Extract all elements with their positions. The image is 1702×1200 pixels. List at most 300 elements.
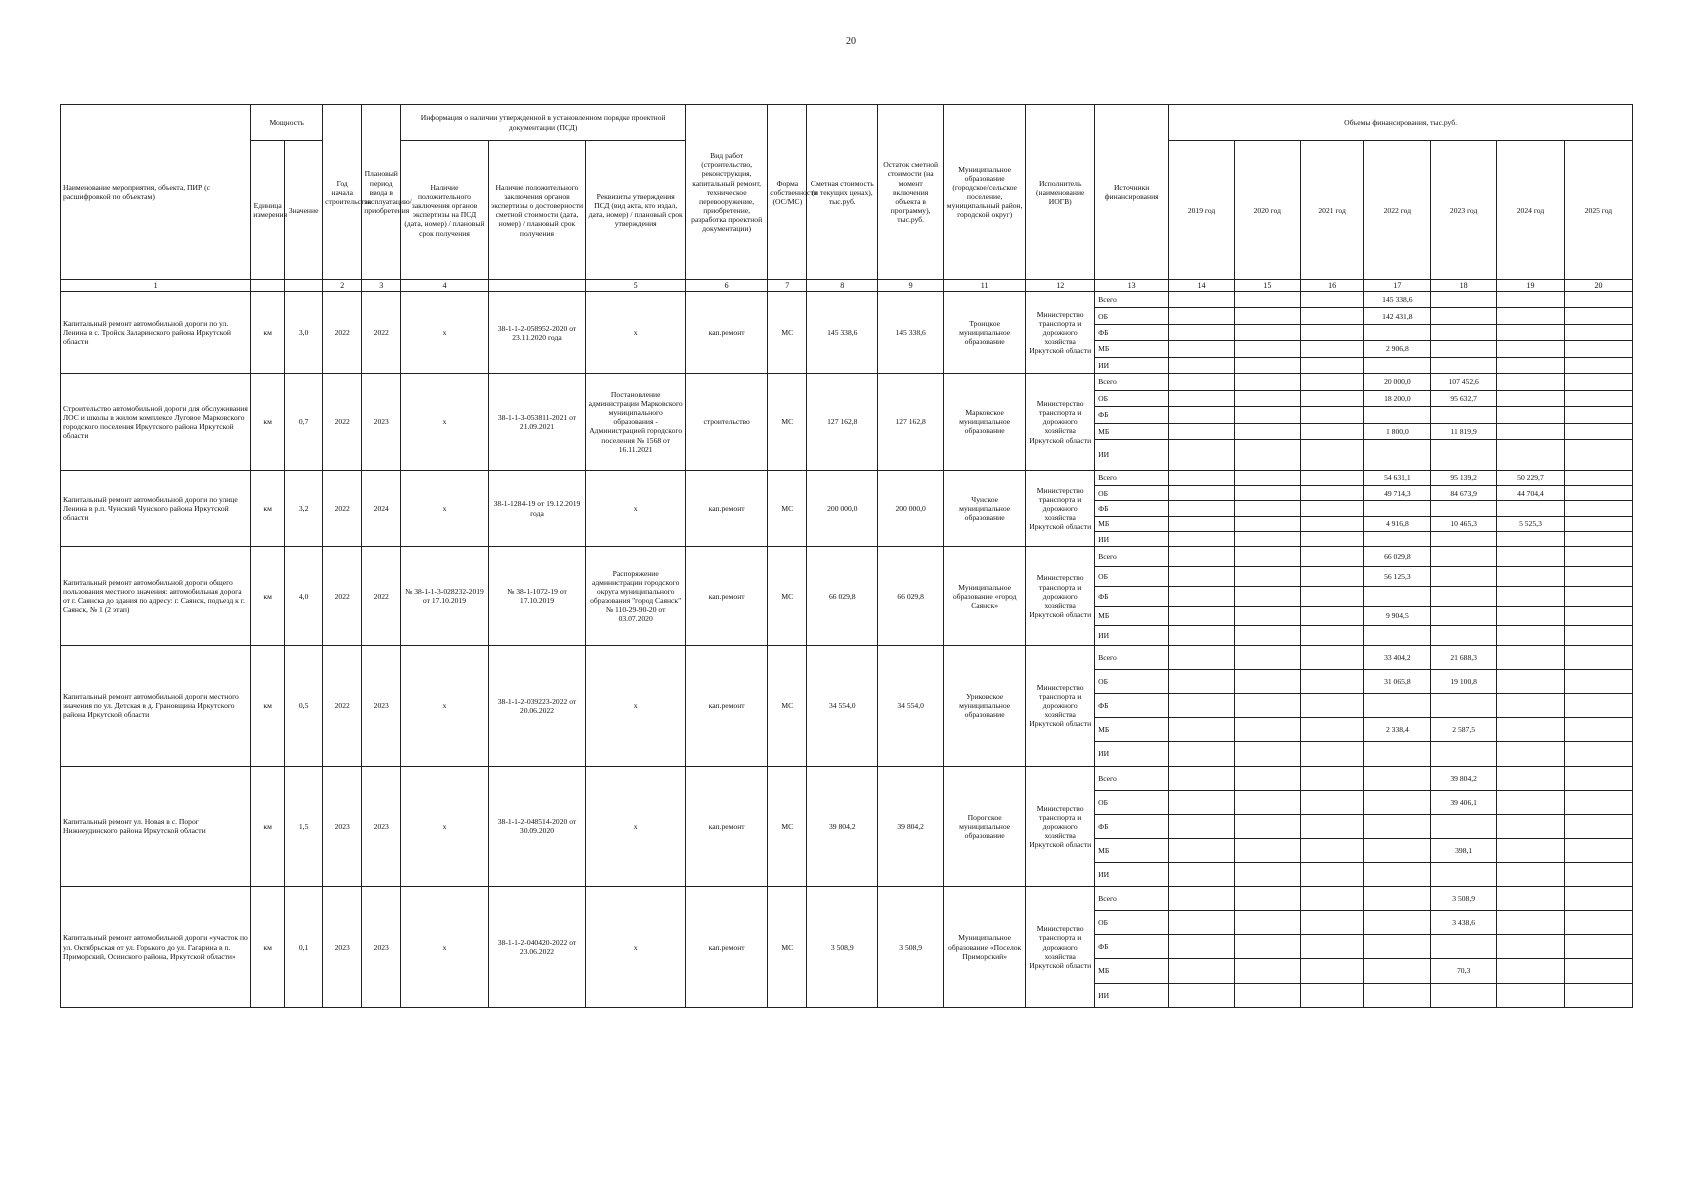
project-executor: Министерство транспорта и дорожного хозяйства Иркутской области	[1026, 887, 1095, 1008]
column-number	[251, 280, 285, 292]
funding-value	[1234, 516, 1300, 531]
funding-value	[1169, 439, 1235, 470]
funding-value	[1497, 694, 1565, 718]
funding-value: 2 587,5	[1431, 718, 1497, 742]
funding-value	[1169, 516, 1235, 531]
funding-value	[1234, 390, 1300, 406]
funding-value	[1234, 292, 1300, 308]
funding-value	[1300, 790, 1364, 814]
source-label: ОБ	[1095, 670, 1169, 694]
funding-value: 95 632,7	[1431, 390, 1497, 406]
funding-value	[1234, 439, 1300, 470]
source-label: ОБ	[1095, 790, 1169, 814]
project-name: Капитальный ремонт автомобильной дороги по улице Ленина в р.п. Чунский Чунского района Иркутской области	[61, 470, 251, 547]
funding-value	[1564, 935, 1632, 959]
funding-value	[1564, 532, 1632, 547]
funding-value	[1431, 308, 1497, 324]
column-number: 15	[1234, 280, 1300, 292]
funding-value	[1300, 374, 1364, 390]
funding-value	[1169, 532, 1235, 547]
funding-value	[1234, 357, 1300, 373]
project-cost-expertise: 38-1-1-2-048514-2020 от 30.09.2020	[488, 766, 586, 887]
funding-value: 66 029,8	[1364, 547, 1431, 567]
project-approval: х	[586, 887, 686, 1008]
funding-value	[1364, 838, 1431, 862]
funding-value	[1234, 606, 1300, 626]
project-municipality: Чунское муниципальное образование	[944, 470, 1026, 547]
header-year: 2023 год	[1431, 141, 1497, 280]
funding-value	[1234, 838, 1300, 862]
funding-value	[1300, 532, 1364, 547]
funding-value	[1300, 838, 1364, 862]
funding-value	[1364, 532, 1431, 547]
funding-value	[1169, 718, 1235, 742]
funding-value	[1564, 790, 1632, 814]
funding-value: 107 452,6	[1431, 374, 1497, 390]
funding-value	[1364, 863, 1431, 887]
funding-value	[1234, 324, 1300, 340]
funding-value: 3 508,9	[1431, 887, 1497, 911]
project-work-type: кап.ремонт	[686, 766, 768, 887]
table-row	[61, 887, 1633, 911]
funding-value	[1364, 887, 1431, 911]
project-start-year: 2022	[323, 470, 362, 547]
funding-value: 5 525,3	[1497, 516, 1565, 531]
funding-value	[1431, 501, 1497, 516]
funding-value	[1564, 694, 1632, 718]
project-ownership: МС	[768, 766, 807, 887]
column-number: 6	[686, 280, 768, 292]
project-ownership: МС	[768, 547, 807, 646]
header-year: 2025 год	[1564, 141, 1632, 280]
table-row	[61, 766, 1633, 790]
funding-value	[1431, 694, 1497, 718]
source-label: ИИ	[1095, 863, 1169, 887]
table-row	[61, 374, 1633, 390]
column-number: 3	[362, 280, 401, 292]
funding-value: 19 100,8	[1431, 670, 1497, 694]
funding-value	[1564, 814, 1632, 838]
project-expertise: х	[401, 292, 488, 374]
funding-value: 39 406,1	[1431, 790, 1497, 814]
funding-value	[1169, 887, 1235, 911]
header-unit: Единица измерения	[251, 141, 285, 280]
funding-value	[1497, 935, 1565, 959]
header-estimated-cost: Сметная стоимость (в текущих ценах), тыс.руб.	[807, 105, 878, 280]
funding-value	[1300, 911, 1364, 935]
source-label: ФБ	[1095, 814, 1169, 838]
header-ownership: Форма собственности (ОС/МС)	[768, 105, 807, 280]
project-municipality: Муниципальное образование «город Саянск»	[944, 547, 1026, 646]
funding-value	[1234, 694, 1300, 718]
funding-value	[1564, 670, 1632, 694]
funding-value	[1364, 407, 1431, 423]
funding-value	[1169, 586, 1235, 606]
funding-value	[1497, 766, 1565, 790]
project-approval: Распоряжение администрации городского округа муниципального образования "город Саянск" № 110-29-90-20 от 03.07.2020	[586, 547, 686, 646]
funding-value	[1364, 586, 1431, 606]
project-cost-expertise: № 38-1-1072-19 от 17.10.2019	[488, 547, 586, 646]
funding-value: 398,1	[1431, 838, 1497, 862]
funding-value: 49 714,3	[1364, 485, 1431, 500]
header-plan-period: Плановый период ввода в эксплуатацию/приобретения	[362, 105, 401, 280]
project-name: Капитальный ремонт автомобильной дороги «участок по ул. Октябрьская от ул. Горького до ул. Гагарина в п. Приморский, Осинского района, Иркутской области»	[61, 887, 251, 1008]
source-label: Всего	[1095, 547, 1169, 567]
funding-value	[1169, 390, 1235, 406]
project-cost-expertise: 38-1-1284-19 от 19.12.2019 года	[488, 470, 586, 547]
funding-value	[1497, 887, 1565, 911]
funding-value	[1564, 586, 1632, 606]
funding-value	[1169, 485, 1235, 500]
header-year: 2019 год	[1169, 141, 1235, 280]
funding-value	[1497, 547, 1565, 567]
funding-value	[1564, 374, 1632, 390]
funding-value	[1564, 838, 1632, 862]
header-value: Значение	[285, 141, 323, 280]
funding-value	[1564, 863, 1632, 887]
project-remaining-cost: 39 804,2	[878, 766, 944, 887]
funding-value	[1300, 983, 1364, 1007]
source-label: ФБ	[1095, 935, 1169, 959]
project-unit: км	[251, 470, 285, 547]
project-start-year: 2022	[323, 374, 362, 470]
column-number: 4	[401, 280, 488, 292]
source-label: ФБ	[1095, 586, 1169, 606]
source-label: ИИ	[1095, 983, 1169, 1007]
project-end-year: 2023	[362, 646, 401, 767]
funding-value	[1431, 983, 1497, 1007]
source-label: ФБ	[1095, 694, 1169, 718]
funding-value: 2 338,4	[1364, 718, 1431, 742]
funding-value	[1169, 341, 1235, 357]
funding-value	[1234, 718, 1300, 742]
funding-value	[1564, 887, 1632, 911]
funding-value	[1300, 935, 1364, 959]
funding-value	[1300, 694, 1364, 718]
project-expertise: х	[401, 766, 488, 887]
funding-value	[1234, 470, 1300, 485]
project-executor: Министерство транспорта и дорожного хозяйства Иркутской области	[1026, 547, 1095, 646]
project-approval: х	[586, 766, 686, 887]
funding-value	[1300, 646, 1364, 670]
funding-value	[1234, 959, 1300, 983]
funding-value	[1300, 292, 1364, 308]
header-psd-cost: Наличие положительного заключения органов экспертизы о достоверности сметной стоимости (дата, номер) / плановый срок получения	[488, 141, 586, 280]
source-label: ИИ	[1095, 439, 1169, 470]
project-estimated-cost: 34 554,0	[807, 646, 878, 767]
funding-value	[1169, 646, 1235, 670]
column-number	[488, 280, 586, 292]
funding-value	[1234, 586, 1300, 606]
header-remaining-cost: Остаток сметной стоимости (на момент включения объекта в программу), тыс.руб.	[878, 105, 944, 280]
column-number: 14	[1169, 280, 1235, 292]
project-estimated-cost: 127 162,8	[807, 374, 878, 470]
funding-value	[1364, 324, 1431, 340]
funding-value	[1497, 586, 1565, 606]
project-name: Капитальный ремонт ул. Новая в с. Порог Нижнеудинского района Иркутской области	[61, 766, 251, 887]
funding-value	[1497, 308, 1565, 324]
column-number: 2	[323, 280, 362, 292]
project-ownership: МС	[768, 374, 807, 470]
funding-value	[1564, 407, 1632, 423]
project-value: 0,1	[285, 887, 323, 1008]
project-expertise: х	[401, 646, 488, 767]
table-row	[61, 547, 1633, 567]
column-number: 13	[1095, 280, 1169, 292]
project-executor: Министерство транспорта и дорожного хозяйства Иркутской области	[1026, 292, 1095, 374]
funding-value	[1431, 626, 1497, 646]
funding-value	[1234, 646, 1300, 670]
funding-value: 11 819,9	[1431, 423, 1497, 439]
funding-value	[1497, 532, 1565, 547]
funding-value	[1497, 911, 1565, 935]
funding-value	[1564, 718, 1632, 742]
column-number: 12	[1026, 280, 1095, 292]
funding-value	[1564, 911, 1632, 935]
funding-value	[1300, 516, 1364, 531]
project-work-type: строительство	[686, 374, 768, 470]
funding-value	[1169, 911, 1235, 935]
funding-value: 20 000,0	[1364, 374, 1431, 390]
project-unit: км	[251, 292, 285, 374]
funding-value: 142 431,8	[1364, 308, 1431, 324]
column-number: 19	[1497, 280, 1565, 292]
funding-value	[1300, 357, 1364, 373]
project-name: Капитальный ремонт автомобильной дороги по ул. Ленина в с. Тройск Заларинского района Иркутской области	[61, 292, 251, 374]
funding-value: 10 465,3	[1431, 516, 1497, 531]
funding-value	[1300, 407, 1364, 423]
header-municipality: Муниципальное образование (городское/сельское поселение, муниципальный район, городской округ)	[944, 105, 1026, 280]
funding-value: 84 673,9	[1431, 485, 1497, 500]
funding-value	[1234, 814, 1300, 838]
funding-value: 9 904,5	[1364, 606, 1431, 626]
funding-value: 33 404,2	[1364, 646, 1431, 670]
column-number: 17	[1364, 280, 1431, 292]
funding-value	[1364, 357, 1431, 373]
funding-value	[1300, 718, 1364, 742]
project-start-year: 2023	[323, 887, 362, 1008]
funding-value	[1497, 374, 1565, 390]
source-label: ИИ	[1095, 626, 1169, 646]
funding-value	[1300, 324, 1364, 340]
funding-value	[1564, 423, 1632, 439]
funding-value	[1564, 959, 1632, 983]
project-unit: км	[251, 766, 285, 887]
project-estimated-cost: 145 338,6	[807, 292, 878, 374]
project-approval: х	[586, 470, 686, 547]
funding-value	[1497, 292, 1565, 308]
funding-value: 2 906,8	[1364, 341, 1431, 357]
project-cost-expertise: 38-1-1-2-039223-2022 от 20.06.2022	[488, 646, 586, 767]
source-label: МБ	[1095, 959, 1169, 983]
funding-value	[1169, 606, 1235, 626]
project-end-year: 2023	[362, 374, 401, 470]
funding-value	[1300, 567, 1364, 587]
header-sources: Источники финансирования	[1095, 105, 1169, 280]
funding-value	[1234, 407, 1300, 423]
funding-value: 44 704,4	[1497, 485, 1565, 500]
funding-value	[1564, 567, 1632, 587]
funding-value	[1364, 959, 1431, 983]
funding-value	[1300, 501, 1364, 516]
funding-value	[1300, 439, 1364, 470]
project-name: Строительство автомобильной дороги для обслуживания ЛОС и школы в жилом комплексе Луговое Марковского городского поселения Иркутского района Иркутской области	[61, 374, 251, 470]
funding-value: 95 139,2	[1431, 470, 1497, 485]
funding-value	[1497, 501, 1565, 516]
funding-value	[1564, 646, 1632, 670]
funding-value: 1 800,0	[1364, 423, 1431, 439]
project-unit: км	[251, 547, 285, 646]
source-label: Всего	[1095, 766, 1169, 790]
funding-value	[1300, 341, 1364, 357]
funding-value	[1234, 935, 1300, 959]
column-number: 5	[586, 280, 686, 292]
project-cost-expertise: 38-1-1-2-058952-2020 от 23.11.2020 года	[488, 292, 586, 374]
project-expertise: х	[401, 374, 488, 470]
funding-value	[1564, 470, 1632, 485]
project-executor: Министерство транспорта и дорожного хозяйства Иркутской области	[1026, 766, 1095, 887]
funding-value	[1169, 324, 1235, 340]
funding-value	[1564, 516, 1632, 531]
project-work-type: кап.ремонт	[686, 887, 768, 1008]
funding-value	[1497, 567, 1565, 587]
funding-value	[1497, 626, 1565, 646]
funding-value	[1169, 983, 1235, 1007]
funding-value	[1300, 959, 1364, 983]
table-row	[61, 470, 1633, 485]
funding-value	[1169, 470, 1235, 485]
header-year: 2021 год	[1300, 141, 1364, 280]
project-ownership: МС	[768, 292, 807, 374]
funding-value: 18 200,0	[1364, 390, 1431, 406]
column-number: 18	[1431, 280, 1497, 292]
funding-value	[1364, 439, 1431, 470]
funding-value	[1300, 606, 1364, 626]
project-approval: х	[586, 292, 686, 374]
funding-value	[1497, 341, 1565, 357]
funding-value: 3 438,6	[1431, 911, 1497, 935]
funding-value	[1497, 324, 1565, 340]
funding-value	[1300, 626, 1364, 646]
project-work-type: кап.ремонт	[686, 547, 768, 646]
funding-value	[1300, 470, 1364, 485]
funding-value	[1431, 547, 1497, 567]
header-power: Мощность	[251, 105, 323, 141]
project-cost-expertise: 38-1-1-3-053811-2021 от 21.09.2021	[488, 374, 586, 470]
column-number: 9	[878, 280, 944, 292]
project-end-year: 2022	[362, 547, 401, 646]
project-value: 3,2	[285, 470, 323, 547]
funding-value: 70,3	[1431, 959, 1497, 983]
funding-value	[1564, 742, 1632, 766]
source-label: Всего	[1095, 374, 1169, 390]
funding-value	[1497, 670, 1565, 694]
funding-value	[1169, 742, 1235, 766]
funding-value	[1300, 308, 1364, 324]
funding-value	[1364, 501, 1431, 516]
funding-value	[1497, 742, 1565, 766]
funding-value	[1234, 501, 1300, 516]
funding-value	[1234, 423, 1300, 439]
funding-value	[1431, 357, 1497, 373]
funding-value	[1431, 814, 1497, 838]
source-label: МБ	[1095, 718, 1169, 742]
project-expertise: х	[401, 470, 488, 547]
project-end-year: 2023	[362, 887, 401, 1008]
funding-value	[1234, 742, 1300, 766]
funding-value	[1564, 292, 1632, 308]
source-label: МБ	[1095, 423, 1169, 439]
header-start-year: Год начала строительства	[323, 105, 362, 280]
project-municipality: Уриковское муниципальное образование	[944, 646, 1026, 767]
funding-value	[1431, 606, 1497, 626]
funding-value	[1234, 547, 1300, 567]
funding-value	[1234, 911, 1300, 935]
funding-value	[1564, 341, 1632, 357]
funding-value	[1497, 357, 1565, 373]
project-approval: х	[586, 646, 686, 767]
source-label: ИИ	[1095, 532, 1169, 547]
project-work-type: кап.ремонт	[686, 292, 768, 374]
project-end-year: 2022	[362, 292, 401, 374]
project-work-type: кап.ремонт	[686, 470, 768, 547]
header-year: 2022 год	[1364, 141, 1431, 280]
funding-value	[1364, 911, 1431, 935]
project-value: 0,7	[285, 374, 323, 470]
funding-value	[1497, 439, 1565, 470]
project-value: 0,5	[285, 646, 323, 767]
project-remaining-cost: 34 554,0	[878, 646, 944, 767]
project-executor: Министерство транспорта и дорожного хозяйства Иркутской области	[1026, 646, 1095, 767]
header-name: Наименование мероприятия, объекта, ПИР (с расшифровкой по объектам)	[61, 105, 251, 280]
funding-value: 145 338,6	[1364, 292, 1431, 308]
funding-value	[1364, 742, 1431, 766]
funding-value	[1234, 790, 1300, 814]
funding-value	[1431, 935, 1497, 959]
header-psd: Информация о наличии утвержденной в установленном порядке проектной документации (ПСД)	[401, 105, 686, 141]
funding-value	[1431, 863, 1497, 887]
funding-value	[1300, 742, 1364, 766]
funding-value	[1497, 407, 1565, 423]
source-label: ОБ	[1095, 567, 1169, 587]
funding-value	[1300, 863, 1364, 887]
column-number: 7	[768, 280, 807, 292]
funding-value	[1364, 935, 1431, 959]
financing-table	[60, 104, 1633, 1008]
funding-value	[1300, 670, 1364, 694]
funding-value	[1431, 407, 1497, 423]
project-unit: км	[251, 646, 285, 767]
column-number: 1	[61, 280, 251, 292]
funding-value	[1497, 959, 1565, 983]
source-label: ФБ	[1095, 407, 1169, 423]
funding-value	[1364, 983, 1431, 1007]
table-row	[61, 292, 1633, 308]
funding-value	[1300, 814, 1364, 838]
funding-value	[1300, 423, 1364, 439]
header-year: 2024 год	[1497, 141, 1565, 280]
funding-value	[1431, 292, 1497, 308]
funding-value	[1234, 374, 1300, 390]
header-psd-approval: Реквизиты утверждения ПСД (вид акта, кто издал, дата, номер) / плановый срок утверждения	[586, 141, 686, 280]
funding-value	[1497, 390, 1565, 406]
header-finance: Объемы финансирования, тыс.руб.	[1169, 105, 1633, 141]
column-number: 16	[1300, 280, 1364, 292]
project-unit: км	[251, 374, 285, 470]
project-name: Капитальный ремонт автомобильной дороги общего пользования местного значения: автомобильная дорога от г. Саянска до здания по адресу: г. Саянск, подъезд к г. Саянск, № 1 (2 этап)	[61, 547, 251, 646]
funding-value	[1169, 501, 1235, 516]
funding-value	[1300, 485, 1364, 500]
